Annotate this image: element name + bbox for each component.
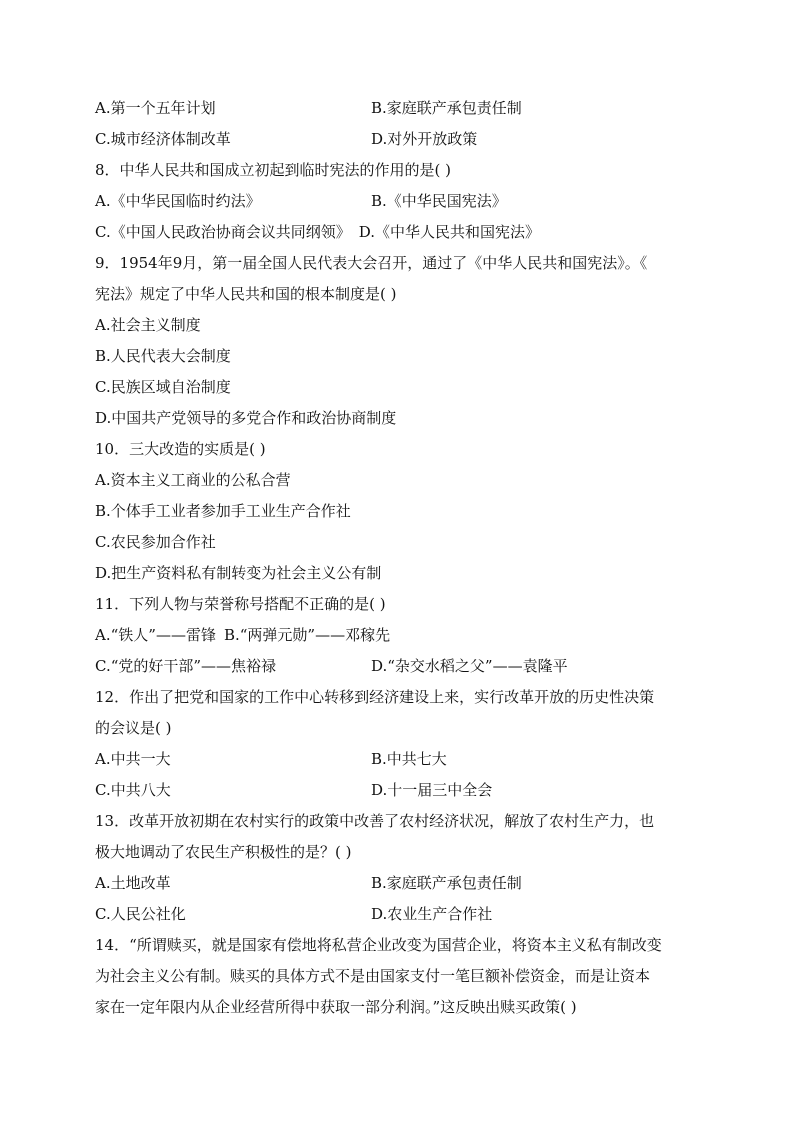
q12-options-row-1 [95,744,705,775]
q8-options-row-2 [95,217,705,248]
q11-option-a: A.“铁人”——雷锋 [95,626,216,644]
q7-option-b: B.家庭联产承包责任制 [371,99,522,117]
q12-option-c: C.中共八大 [95,781,171,799]
q13-option-b: B.家庭联产承包责任制 [371,874,522,892]
q12-stem-line-1: 12．作出了把党和国家的工作中心转移到经济建设上来，实行改革开放的历史性决策 [95,688,655,706]
q10-option-a: A.资本主义工商业的公私合营 [95,471,291,489]
q8-option-b: B.《中华民国宪法》 [371,192,507,210]
q9-option-b: B.人民代表大会制度 [95,347,231,365]
q9-stem-line-1: 9．1954年9月，第一届全国人民代表大会召开，通过了《中华人民共和国宪法》。《 [95,254,648,272]
q13-options-row-1 [95,868,705,899]
q8-option-a: A.《中华民国临时约法》 [95,192,261,210]
q11-options-row-2 [95,651,705,682]
q8-option-d: D.《中华人民共和国宪法》 [358,223,540,241]
q9-option-c: C.民族区域自治制度 [95,378,231,396]
q13-stem-line-1: 13．改革开放初期在农村实行的政策中改善了农村经济状况，解放了农村生产力，也 [95,812,655,830]
q12-options-row-2 [95,775,705,806]
q7-options-row-1 [95,93,705,124]
q8-options-row-1 [95,186,705,217]
q7-option-c: C.城市经济体制改革 [95,130,231,148]
q7-option-a: A.第一个五年计划 [95,99,216,117]
q12-option-b: B.中共七大 [371,750,447,768]
q12-option-d: D.十一届三中全会 [371,781,493,799]
q10-option-b: B.个体手工业者参加手工业生产合作社 [95,502,351,520]
q12-option-a: A.中共一大 [95,750,171,768]
q11-option-d: D.“杂交水稻之父”——袁隆平 [371,657,568,675]
q8-stem: 8．中华人民共和国成立初起到临时宪法的作用的是( ) [95,161,452,179]
q9-stem-line-2: 宪法》规定了中华人民共和国的根本制度是( ) [95,285,397,303]
question-list [95,93,705,1023]
q11-option-c: C.“党的好干部”——焦裕禄 [95,657,277,675]
q7-options-row-2 [95,124,705,155]
q14-stem-line-3: 家在一定年限内从企业经营所得中获取一部分利润。”这反映出赎买政策( ) [95,998,577,1016]
q11-option-b: B.“两弹元勋”——邓稼先 [223,626,391,644]
q11-stem: 11．下列人物与荣誉称号搭配不正确的是( ) [95,595,386,613]
q9-option-a: A.社会主义制度 [95,316,201,334]
q13-options-row-2 [95,899,705,930]
q14-stem-line-2: 为社会主义公有制。赎买的具体方式不是由国家支付一笔巨额补偿资金，而是让资本 [95,967,651,985]
q14-stem-line-1: 14．“所谓赎买，就是国家有偿地将私营企业改变为国营企业，将资本主义私有制改变 [95,936,662,954]
q10-option-d: D.把生产资料私有制转变为社会主义公有制 [95,564,382,582]
q10-option-c: C.农民参加合作社 [95,533,216,551]
q13-option-c: C.人民公社化 [95,905,186,923]
q11-options-row-1 [95,620,705,651]
q8-option-c: C.《中国人民政治协商会议共同纲领》 [95,223,351,241]
q10-stem: 10．三大改造的实质是( ) [95,440,266,458]
q13-stem-line-2: 极大地调动了农民生产积极性的是？( ) [95,843,352,861]
q12-stem-line-2: 的会议是( ) [95,719,172,737]
q13-option-a: A.土地改革 [95,874,171,892]
q9-option-d: D.中国共产党领导的多党合作和政治协商制度 [95,409,397,427]
q7-option-d: D.对外开放政策 [371,130,478,148]
q13-option-d: D.农业生产合作社 [371,905,493,923]
